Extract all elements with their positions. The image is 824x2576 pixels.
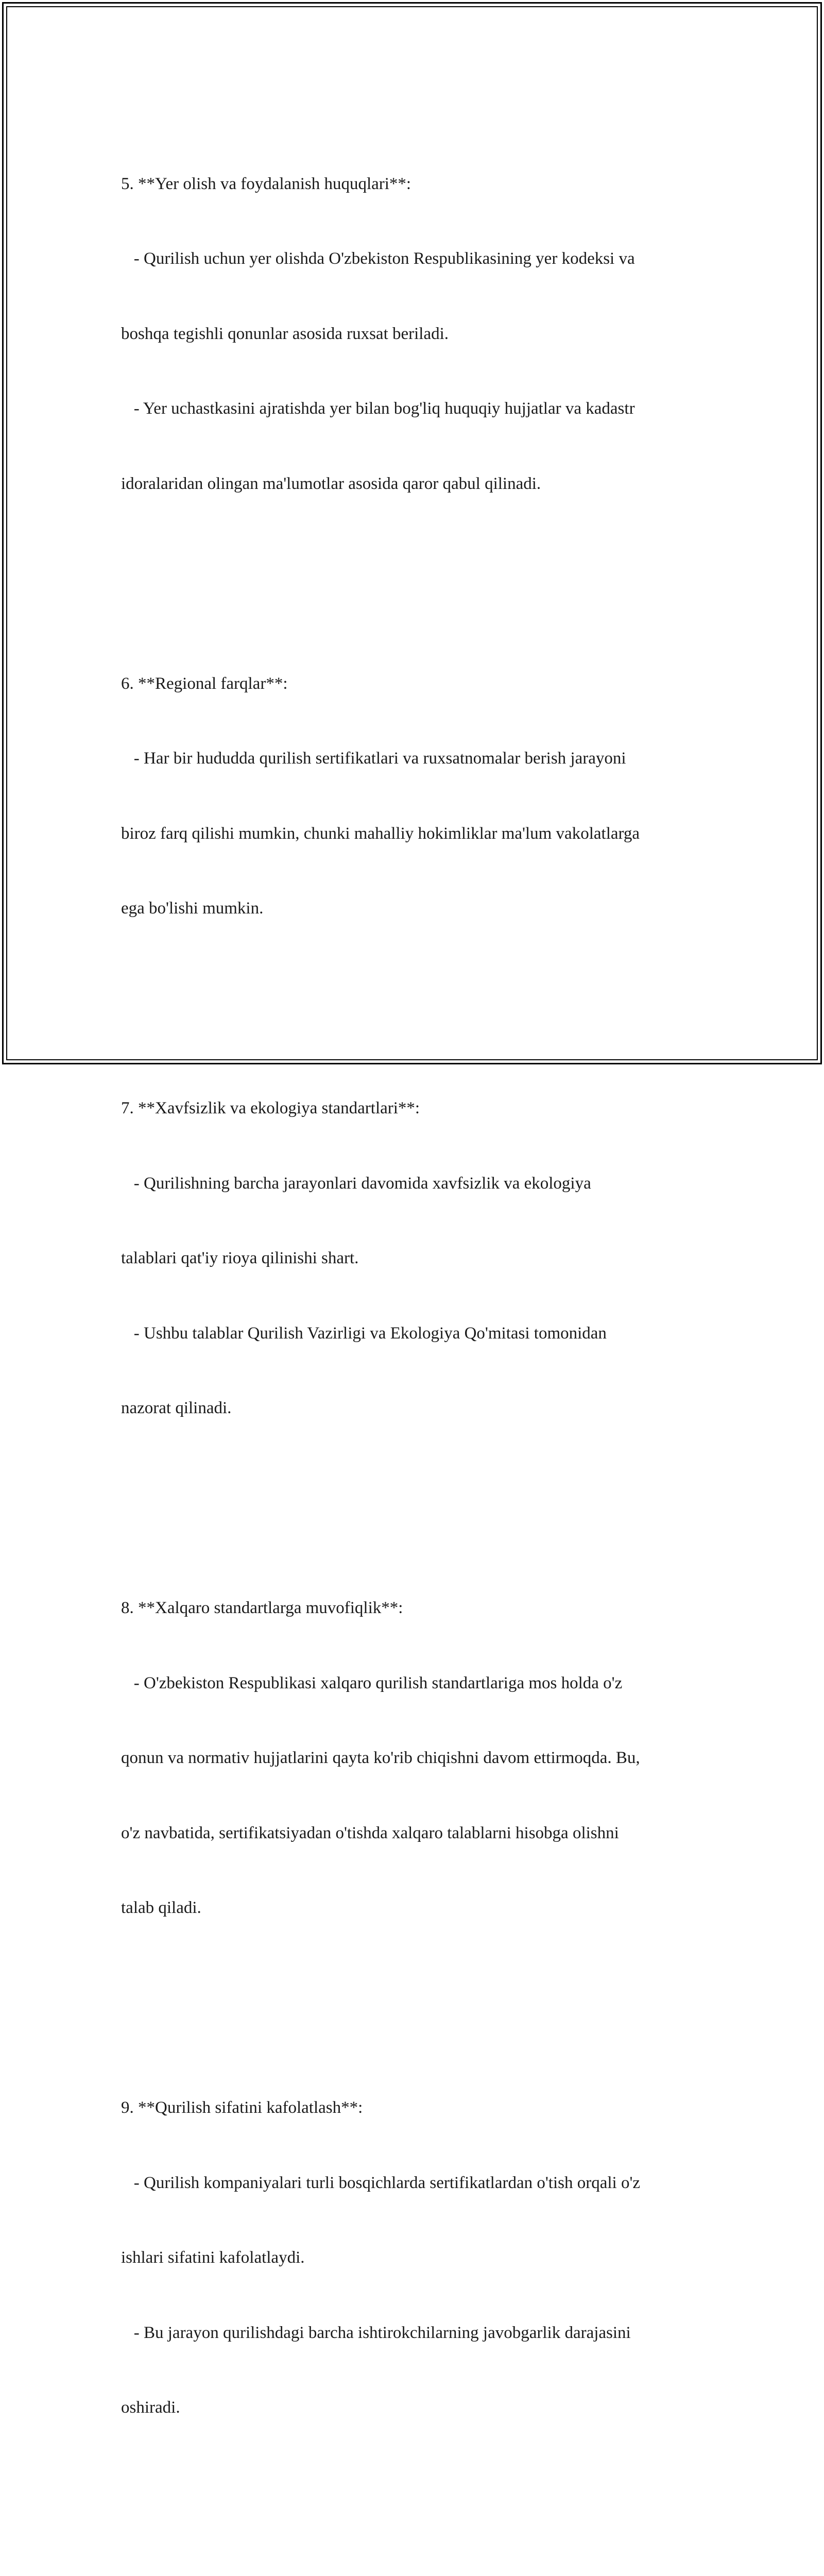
section-6-line: ega bo'lishi mumkin.: [121, 899, 264, 918]
section-5-line: idoralaridan olingan ma'lumotlar asosida qaror qabul qilinadi.: [121, 474, 541, 493]
section-8-line: talab qiladi.: [121, 1899, 201, 1917]
paragraph-gap: [121, 971, 713, 996]
section-8-line: o'z navbatida, sertifikatsiyadan o'tishda xalqaro talablarni hisobga olishni: [121, 1823, 619, 1842]
section-9-line: ishlari sifatini kafolatlaydi.: [121, 2248, 305, 2267]
section-6-line: - Har bir hududda qurilish sertifikatlari va ruxsatnomalar berish jarayoni: [121, 749, 626, 768]
section-5-line: - Yer uchastkasini ajratishda yer bilan bog'liq huquqiy hujjatlar va kadastr: [121, 399, 635, 418]
section-7-line: - Qurilishning barcha jarayonlari davomida xavfsizlik va ekologiya: [121, 1174, 591, 1193]
section-5-heading: 5. **Yer olish va foydalanish huquqlari**:: [121, 174, 411, 193]
section-8-line: qonun va normativ hujjatlarini qayta ko'rib chiqishni davom ettirmoqda. Bu,: [121, 1749, 640, 1767]
paragraph-gap: [121, 2470, 713, 2496]
section-7-line: - Ushbu talablar Qurilish Vazirligi va Ekologiya Qo'mitasi tomonidan: [121, 1324, 607, 1343]
paragraph-gap: [121, 1471, 713, 1496]
section-7-line: nazorat qilinadi.: [121, 1399, 232, 1417]
section-8-heading: 8. **Xalqaro standartlarga muvofiqlik**:: [121, 1599, 403, 1617]
section-7-line: talablari qat'iy rioya qilinishi shart.: [121, 1249, 359, 1267]
section-9-line: - Qurilish kompaniyalari turli bosqichlarda sertifikatlardan o'tish orqali o'z: [121, 2173, 641, 2192]
document-body: [121, 96, 713, 2576]
section-5-line: - Qurilish uchun yer olishda O'zbekiston Respublikasining yer kodeksi va: [121, 249, 635, 268]
section-8-line: - O'zbekiston Respublikasi xalqaro qurilish standartlariga mos holda o'z: [121, 1673, 623, 1692]
section-9-heading: 9. **Qurilish sifatini kafolatlash**:: [121, 2098, 363, 2117]
section-9-line: oshiradi.: [121, 2398, 180, 2417]
section-6-line: biroz farq qilishi mumkin, chunki mahalliy hokimliklar ma'lum vakolatlarga: [121, 824, 640, 843]
section-7-heading: 7. **Xavfsizlik va ekologiya standartlari**:: [121, 1099, 420, 1117]
paragraph-gap: [121, 1971, 713, 1996]
section-9-line: - Bu jarayon qurilishdagi barcha ishtirokchilarning javobgarlik darajasini: [121, 2323, 631, 2342]
section-6-heading: 6. **Regional farqlar**:: [121, 674, 288, 693]
paragraph-gap: [121, 546, 713, 571]
section-5-line: boshqa tegishli qonunlar asosida ruxsat beriladi.: [121, 324, 449, 343]
